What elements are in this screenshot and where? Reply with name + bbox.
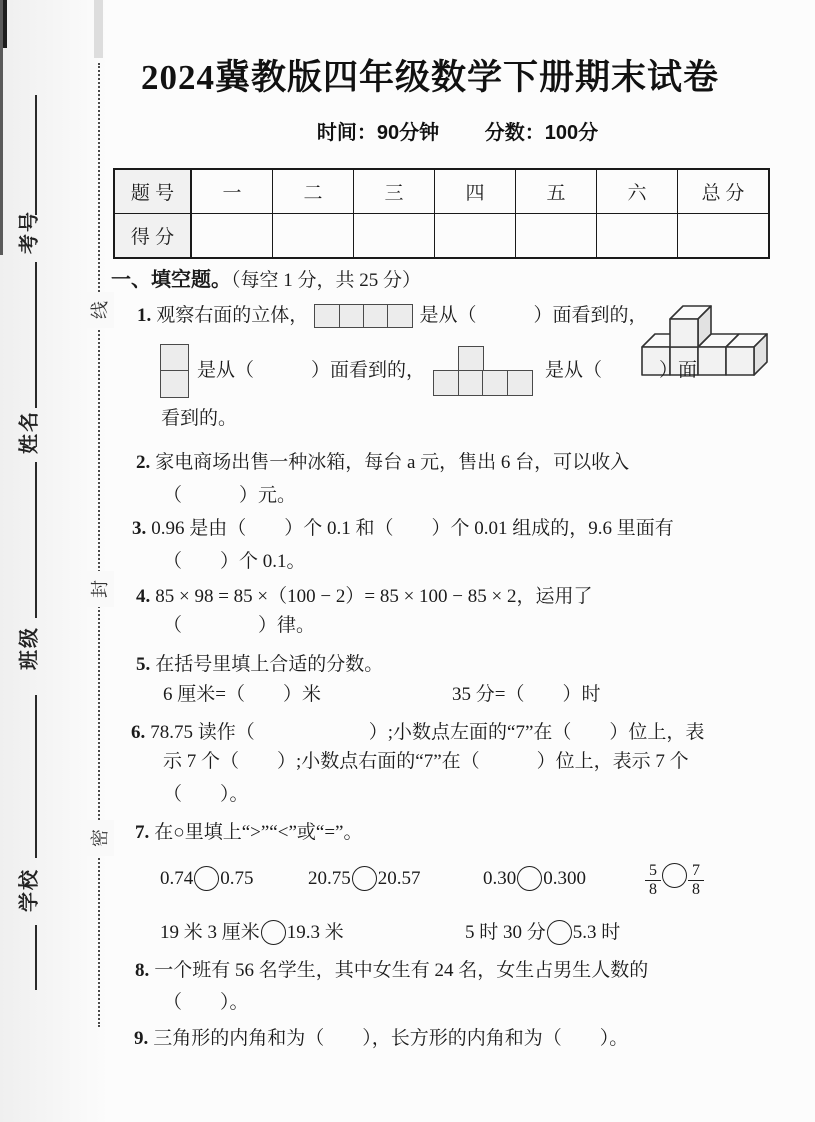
- total-score-label: 分数：100分: [484, 122, 599, 144]
- question-1-text-b: 是从（ ）面看到的，: [419, 305, 648, 326]
- fraction-right: $\frac{7}{8}$: [688, 862, 704, 898]
- score-cell: [435, 214, 516, 259]
- question-7-compare-1: [160, 866, 254, 892]
- question-8-line-1: [135, 958, 648, 984]
- compare-left: 20.75: [308, 868, 351, 889]
- score-cell: [597, 214, 678, 259]
- question-9-text: 三角形的内角和为（ ），长方形的内角和为（ ）。: [153, 1028, 629, 1049]
- col-header-5: 五: [516, 169, 597, 214]
- seal-char-mi: 密: [84, 820, 114, 856]
- question-1-text-d: 是从（ ）面: [545, 360, 698, 381]
- exam-meta: [100, 116, 815, 145]
- section1-heading-note: （每空 1 分，共 25 分）: [231, 270, 422, 291]
- student-name-label: 姓名: [18, 410, 41, 454]
- question-5-number: 5.: [136, 654, 151, 675]
- compare-left: 5 时 30 分: [465, 922, 546, 943]
- question-4-line-2: （ ）律。: [163, 615, 316, 636]
- question-7-text: 在○里填上“>”“<”或“=”。: [154, 822, 363, 843]
- col-header-4: 四: [435, 169, 516, 214]
- compare-circle: [547, 920, 572, 945]
- question-1-line-1: [137, 297, 648, 335]
- question-6-line-2: 示 7 个（ ）;小数点右面的“7”在（ ）位上，表示 7 个: [163, 751, 689, 772]
- question-7-compare-3: [483, 866, 586, 892]
- question-7-compare-2: [308, 866, 421, 892]
- question-7-compare-6: [465, 920, 620, 946]
- school-blank-line: [35, 695, 37, 858]
- scan-edge-artifact: [0, 0, 3, 255]
- view-shape-t: [433, 346, 537, 397]
- class-blank-line: [35, 462, 37, 618]
- question-3-number: 3.: [132, 518, 147, 539]
- question-6-line-1: [131, 720, 704, 746]
- exam-number-label: 考号: [18, 210, 41, 254]
- score-table: [113, 168, 770, 259]
- school-label: 学校: [18, 868, 41, 912]
- question-3-text: 0.96 是由（ ）个 0.1 和（ ）个 0.01 组成的，9.6 里面有: [151, 518, 674, 539]
- compare-left: 0.30: [483, 868, 517, 889]
- score-cell: [273, 214, 354, 259]
- time-limit-label: 时间：90分钟: [316, 122, 440, 144]
- score-row-header: 得 分: [114, 214, 191, 259]
- question-8-number: 8.: [135, 960, 150, 981]
- name-blank-line: [35, 262, 37, 408]
- compare-right: 19.3 米: [286, 922, 344, 943]
- compare-left: 19 米 3 厘米: [160, 922, 260, 943]
- score-cell: [516, 214, 597, 259]
- col-header-6: 六: [597, 169, 678, 214]
- compare-right: 0.300: [543, 868, 586, 889]
- view-shape-row-of-4: [314, 304, 413, 328]
- question-number-header: 题 号: [114, 169, 191, 214]
- seal-dotted-line: [98, 63, 100, 1027]
- question-8-text: 一个班有 56 名学生，其中女生有 24 名，女生占男生人数的: [154, 960, 649, 981]
- question-2-line-2: （ ）元。: [163, 485, 297, 506]
- question-1-line-2: [160, 341, 697, 401]
- compare-circle: [352, 866, 377, 891]
- compare-circle: [194, 866, 219, 891]
- score-table-header-row: [114, 169, 769, 214]
- question-7-compare-5: [160, 920, 344, 946]
- page-title: 2024冀教版四年级数学下册期末试卷: [140, 58, 719, 97]
- question-8-line-2: （ ）。: [163, 992, 249, 1013]
- question-9-number: 9.: [134, 1028, 149, 1049]
- question-5-item-1: 6 厘米=（ ）米: [163, 684, 321, 705]
- col-header-total: 总 分: [678, 169, 770, 214]
- question-1-number: 1.: [137, 305, 152, 326]
- question-7-number: 7.: [135, 822, 150, 843]
- question-6-number: 6.: [131, 722, 146, 743]
- question-2-text: 家电商场出售一种冰箱，每台 a 元，售出 6 台，可以收入: [155, 452, 630, 473]
- question-3-line-1: [132, 516, 674, 542]
- class-label: 班级: [18, 626, 41, 670]
- compare-circle: [261, 920, 286, 945]
- question-4-line-1: [136, 584, 592, 610]
- question-4-text: 85 × 98 = 85 ×（100 − 2）= 85 × 100 − 85 × 2，运用了: [155, 586, 593, 607]
- seal-char-feng: 封: [84, 571, 114, 607]
- score-cell-total: [678, 214, 770, 259]
- compare-circle: [517, 866, 542, 891]
- col-header-2: 二: [273, 169, 354, 214]
- score-table-score-row: [114, 214, 769, 259]
- question-6-line-3: （ ）。: [163, 784, 249, 805]
- question-5-line-1: [136, 652, 383, 678]
- fraction-left: $\frac{5}{8}$: [645, 862, 661, 898]
- compare-right: 5.3 时: [572, 922, 621, 943]
- question-1-text-c: 是从（ ）面看到的，: [197, 360, 426, 381]
- question-5-item-2: 35 分=（ ）时: [452, 684, 601, 705]
- compare-circle: [662, 863, 687, 888]
- compare-left: 0.74: [160, 868, 194, 889]
- question-7-compare-fractions: [645, 862, 704, 898]
- seal-char-xian: 线: [84, 292, 114, 328]
- col-header-3: 三: [354, 169, 435, 214]
- question-5-text: 在括号里填上合适的分数。: [155, 654, 384, 675]
- score-cell: [191, 214, 273, 259]
- question-1-text-a: 观察右面的立体，: [156, 305, 309, 326]
- view-shape-column-of-2: [160, 344, 189, 398]
- question-1-line-3: 看到的。: [161, 408, 238, 429]
- compare-right: 0.75: [220, 868, 254, 889]
- section1-heading: [111, 267, 421, 294]
- bottom-blank-line: [35, 925, 37, 990]
- question-3-line-2: （ ）个 0.1。: [163, 551, 306, 572]
- exam-number-blank-line: [35, 95, 37, 215]
- score-cell: [354, 214, 435, 259]
- compare-right: 20.57: [377, 868, 421, 889]
- question-7-line-1: [135, 820, 362, 846]
- question-6-text: 78.75 读作（ ）;小数点左面的“7”在（ ）位上，表: [150, 722, 705, 743]
- col-header-1: 一: [191, 169, 273, 214]
- question-4-number: 4.: [136, 586, 151, 607]
- question-9-line-1: [134, 1026, 628, 1052]
- question-2-line-1: [136, 450, 629, 476]
- question-2-number: 2.: [136, 452, 151, 473]
- seal-margin-strip: [0, 0, 110, 1122]
- section1-heading-title: 一、填空题。: [111, 269, 231, 291]
